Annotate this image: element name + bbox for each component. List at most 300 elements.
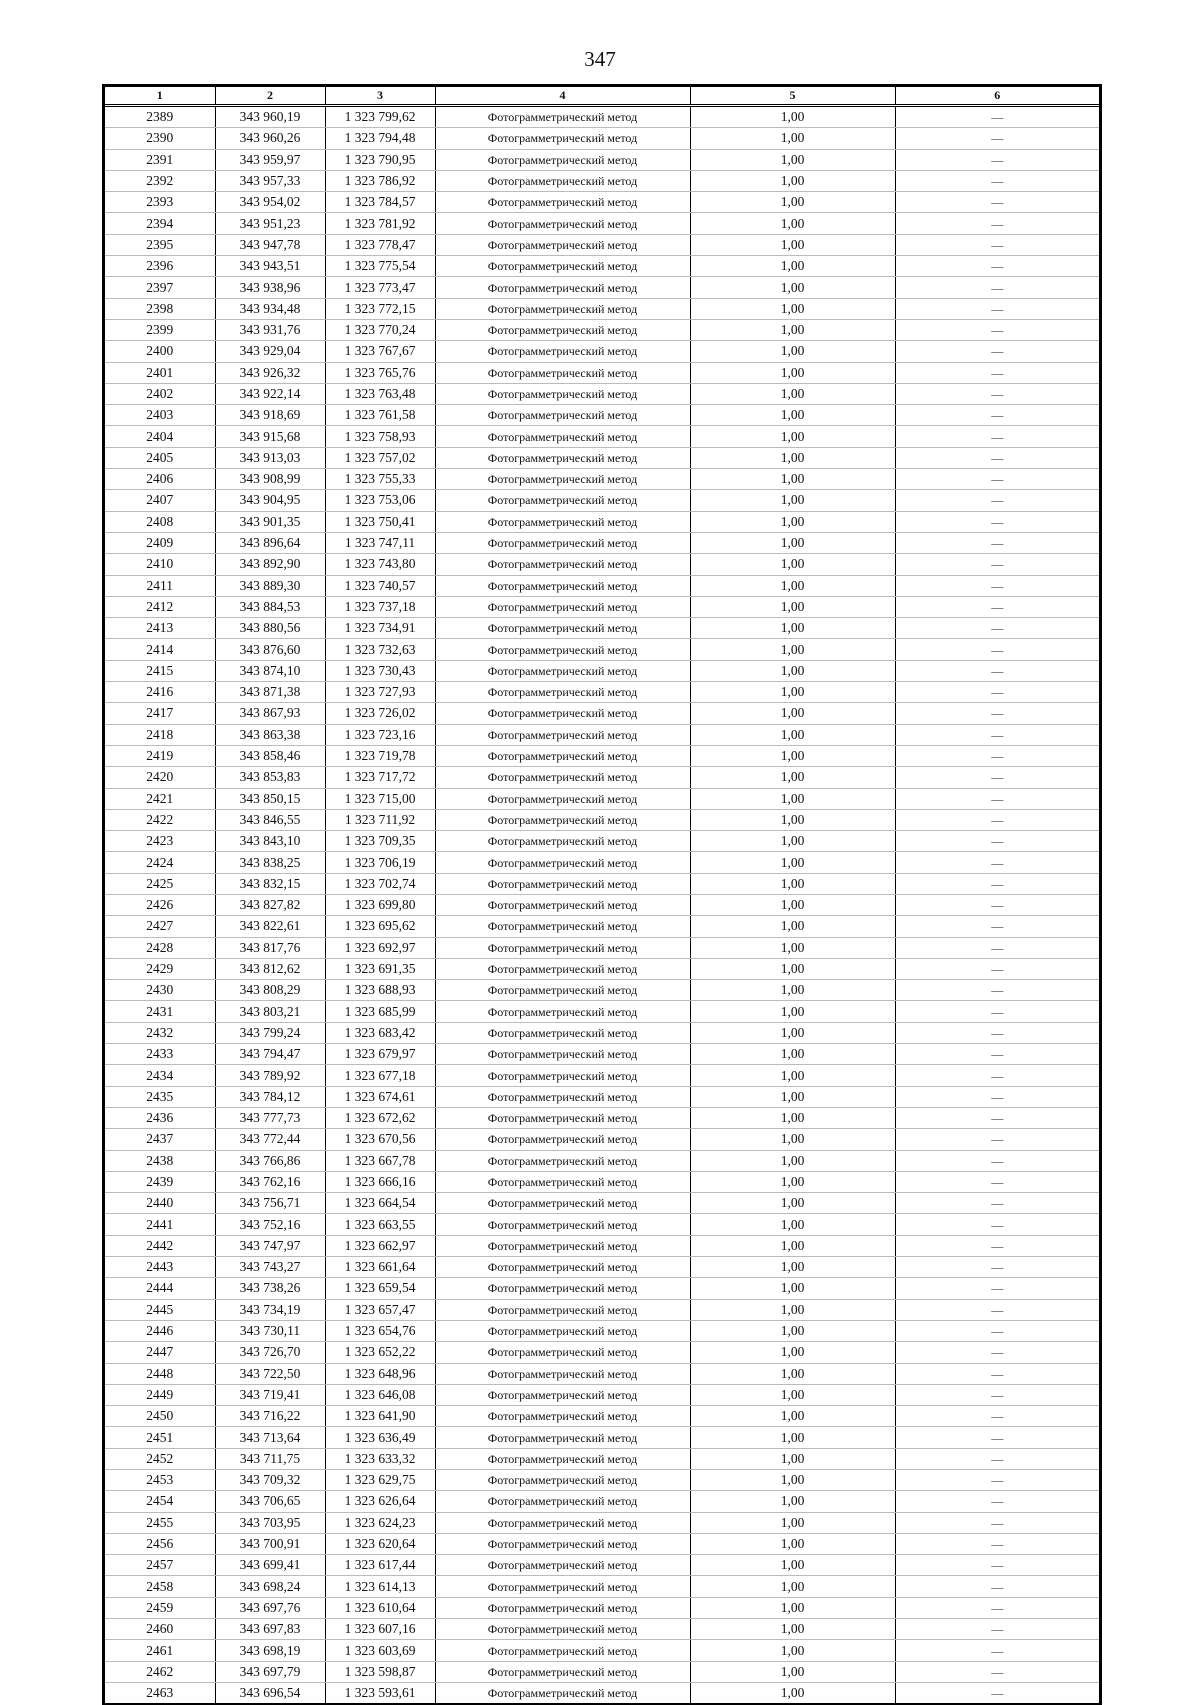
method-cell: Фотограмметрический метод <box>435 1363 690 1384</box>
y-coordinate-cell: 1 323 715,00 <box>325 788 435 809</box>
y-coordinate-cell: 1 323 757,02 <box>325 447 435 468</box>
y-coordinate-cell: 1 323 770,24 <box>325 319 435 340</box>
accuracy-cell: 1,00 <box>690 894 895 915</box>
y-coordinate-cell: 1 323 767,67 <box>325 341 435 362</box>
description-cell: — <box>895 980 1099 1001</box>
accuracy-cell: 1,00 <box>690 1129 895 1150</box>
accuracy-cell: 1,00 <box>690 1107 895 1128</box>
y-coordinate-cell: 1 323 794,48 <box>325 128 435 149</box>
column-header: 6 <box>895 87 1099 106</box>
table-row <box>105 1171 1099 1192</box>
accuracy-cell: 1,00 <box>690 554 895 575</box>
accuracy-cell: 1,00 <box>690 532 895 553</box>
accuracy-cell: 1,00 <box>690 1640 895 1661</box>
x-coordinate-cell: 343 743,27 <box>215 1257 325 1278</box>
point-number-cell: 2431 <box>105 1001 215 1022</box>
x-coordinate-cell: 343 738,26 <box>215 1278 325 1299</box>
description-cell: — <box>895 405 1099 426</box>
table-row <box>105 1470 1099 1491</box>
table-row <box>105 1384 1099 1405</box>
description-cell: — <box>895 618 1099 639</box>
accuracy-cell: 1,00 <box>690 809 895 830</box>
point-number-cell: 2443 <box>105 1257 215 1278</box>
point-number-cell: 2441 <box>105 1214 215 1235</box>
description-cell: — <box>895 1320 1099 1341</box>
x-coordinate-cell: 343 947,78 <box>215 234 325 255</box>
method-cell: Фотограмметрический метод <box>435 1299 690 1320</box>
description-cell: — <box>895 831 1099 852</box>
point-number-cell: 2403 <box>105 405 215 426</box>
y-coordinate-cell: 1 323 737,18 <box>325 596 435 617</box>
y-coordinate-cell: 1 323 717,72 <box>325 767 435 788</box>
method-cell: Фотограмметрический метод <box>435 405 690 426</box>
description-cell: — <box>895 1597 1099 1618</box>
description-cell: — <box>895 809 1099 830</box>
method-cell: Фотограмметрический метод <box>435 277 690 298</box>
y-coordinate-cell: 1 323 648,96 <box>325 1363 435 1384</box>
point-number-cell: 2461 <box>105 1640 215 1661</box>
table-row <box>105 1512 1099 1533</box>
x-coordinate-cell: 343 922,14 <box>215 383 325 404</box>
description-cell: — <box>895 532 1099 553</box>
table-row <box>105 1107 1099 1128</box>
table-row <box>105 1257 1099 1278</box>
x-coordinate-cell: 343 697,83 <box>215 1619 325 1640</box>
description-cell: — <box>895 873 1099 894</box>
method-cell: Фотограмметрический метод <box>435 1129 690 1150</box>
table-row <box>105 426 1099 447</box>
description-cell: — <box>895 1470 1099 1491</box>
point-number-cell: 2433 <box>105 1044 215 1065</box>
point-number-cell: 2458 <box>105 1576 215 1597</box>
point-number-cell: 2415 <box>105 660 215 681</box>
x-coordinate-cell: 343 843,10 <box>215 831 325 852</box>
x-coordinate-cell: 343 803,21 <box>215 1001 325 1022</box>
point-number-cell: 2440 <box>105 1193 215 1214</box>
x-coordinate-cell: 343 889,30 <box>215 575 325 596</box>
x-coordinate-cell: 343 722,50 <box>215 1363 325 1384</box>
accuracy-cell: 1,00 <box>690 767 895 788</box>
method-cell: Фотограмметрический метод <box>435 1022 690 1043</box>
x-coordinate-cell: 343 918,69 <box>215 405 325 426</box>
accuracy-cell: 1,00 <box>690 1576 895 1597</box>
y-coordinate-cell: 1 323 683,42 <box>325 1022 435 1043</box>
description-cell: — <box>895 1342 1099 1363</box>
point-number-cell: 2393 <box>105 192 215 213</box>
method-cell: Фотограмметрический метод <box>435 1107 690 1128</box>
table-row <box>105 873 1099 894</box>
table-row <box>105 234 1099 255</box>
method-cell: Фотограмметрический метод <box>435 916 690 937</box>
point-number-cell: 2419 <box>105 745 215 766</box>
method-cell: Фотограмметрический метод <box>435 192 690 213</box>
table-row <box>105 596 1099 617</box>
x-coordinate-cell: 343 706,65 <box>215 1491 325 1512</box>
table-row <box>105 1278 1099 1299</box>
point-number-cell: 2409 <box>105 532 215 553</box>
description-cell: — <box>895 1427 1099 1448</box>
accuracy-cell: 1,00 <box>690 831 895 852</box>
description-cell: — <box>895 1193 1099 1214</box>
point-number-cell: 2408 <box>105 511 215 532</box>
coordinates-table <box>102 84 1102 1705</box>
point-number-cell: 2460 <box>105 1619 215 1640</box>
method-cell: Фотограмметрический метод <box>435 362 690 383</box>
y-coordinate-cell: 1 323 753,06 <box>325 490 435 511</box>
method-cell: Фотограмметрический метод <box>435 149 690 170</box>
x-coordinate-cell: 343 959,97 <box>215 149 325 170</box>
y-coordinate-cell: 1 323 663,55 <box>325 1214 435 1235</box>
x-coordinate-cell: 343 901,35 <box>215 511 325 532</box>
description-cell: — <box>895 1491 1099 1512</box>
accuracy-cell: 1,00 <box>690 1022 895 1043</box>
method-cell: Фотограмметрический метод <box>435 1342 690 1363</box>
description-cell: — <box>895 554 1099 575</box>
accuracy-cell: 1,00 <box>690 1299 895 1320</box>
y-coordinate-cell: 1 323 732,63 <box>325 639 435 660</box>
table-row <box>105 724 1099 745</box>
description-cell: — <box>895 170 1099 191</box>
accuracy-cell: 1,00 <box>690 213 895 234</box>
accuracy-cell: 1,00 <box>690 405 895 426</box>
y-coordinate-cell: 1 323 695,62 <box>325 916 435 937</box>
accuracy-cell: 1,00 <box>690 256 895 277</box>
method-cell: Фотограмметрический метод <box>435 469 690 490</box>
description-cell: — <box>895 149 1099 170</box>
x-coordinate-cell: 343 747,97 <box>215 1235 325 1256</box>
method-cell: Фотограмметрический метод <box>435 1384 690 1405</box>
method-cell: Фотограмметрический метод <box>435 1597 690 1618</box>
y-coordinate-cell: 1 323 778,47 <box>325 234 435 255</box>
description-cell: — <box>895 469 1099 490</box>
accuracy-cell: 1,00 <box>690 1597 895 1618</box>
x-coordinate-cell: 343 822,61 <box>215 916 325 937</box>
accuracy-cell: 1,00 <box>690 1619 895 1640</box>
description-cell: — <box>895 639 1099 660</box>
table-row <box>105 1555 1099 1576</box>
x-coordinate-cell: 343 772,44 <box>215 1129 325 1150</box>
point-number-cell: 2429 <box>105 958 215 979</box>
method-cell: Фотограмметрический метод <box>435 831 690 852</box>
table-row <box>105 256 1099 277</box>
method-cell: Фотограмметрический метод <box>435 1001 690 1022</box>
table-row <box>105 532 1099 553</box>
x-coordinate-cell: 343 709,32 <box>215 1470 325 1491</box>
method-cell: Фотограмметрический метод <box>435 1640 690 1661</box>
accuracy-cell: 1,00 <box>690 1363 895 1384</box>
method-cell: Фотограмметрический метод <box>435 980 690 1001</box>
point-number-cell: 2446 <box>105 1320 215 1341</box>
method-cell: Фотограмметрический метод <box>435 1235 690 1256</box>
table-row <box>105 383 1099 404</box>
y-coordinate-cell: 1 323 620,64 <box>325 1533 435 1554</box>
description-cell: — <box>895 1619 1099 1640</box>
table-row <box>105 1682 1099 1703</box>
description-cell: — <box>895 1235 1099 1256</box>
method-cell: Фотограмметрический метод <box>435 1661 690 1682</box>
x-coordinate-cell: 343 929,04 <box>215 341 325 362</box>
x-coordinate-cell: 343 817,76 <box>215 937 325 958</box>
y-coordinate-cell: 1 323 662,97 <box>325 1235 435 1256</box>
point-number-cell: 2397 <box>105 277 215 298</box>
column-header: 2 <box>215 87 325 106</box>
page-number: 347 <box>584 47 616 71</box>
description-cell: — <box>895 298 1099 319</box>
y-coordinate-cell: 1 323 670,56 <box>325 1129 435 1150</box>
y-coordinate-cell: 1 323 702,74 <box>325 873 435 894</box>
x-coordinate-cell: 343 846,55 <box>215 809 325 830</box>
table-row <box>105 1619 1099 1640</box>
table-row <box>105 980 1099 1001</box>
y-coordinate-cell: 1 323 692,97 <box>325 937 435 958</box>
description-cell: — <box>895 1299 1099 1320</box>
method-cell: Фотограмметрический метод <box>435 1278 690 1299</box>
point-number-cell: 2462 <box>105 1661 215 1682</box>
table-row <box>105 894 1099 915</box>
accuracy-cell: 1,00 <box>690 1661 895 1682</box>
y-coordinate-cell: 1 323 636,49 <box>325 1427 435 1448</box>
x-coordinate-cell: 343 762,16 <box>215 1171 325 1192</box>
y-coordinate-cell: 1 323 799,62 <box>325 106 435 128</box>
column-header: 3 <box>325 87 435 106</box>
table-row <box>105 1001 1099 1022</box>
description-cell: — <box>895 1086 1099 1107</box>
description-cell: — <box>895 916 1099 937</box>
method-cell: Фотограмметрический метод <box>435 447 690 468</box>
y-coordinate-cell: 1 323 781,92 <box>325 213 435 234</box>
table-row <box>105 319 1099 340</box>
point-number-cell: 2390 <box>105 128 215 149</box>
table-row <box>105 682 1099 703</box>
accuracy-cell: 1,00 <box>690 618 895 639</box>
accuracy-cell: 1,00 <box>690 1512 895 1533</box>
point-number-cell: 2450 <box>105 1406 215 1427</box>
y-coordinate-cell: 1 323 755,33 <box>325 469 435 490</box>
table-row <box>105 1363 1099 1384</box>
description-cell: — <box>895 362 1099 383</box>
y-coordinate-cell: 1 323 646,08 <box>325 1384 435 1405</box>
description-cell: — <box>895 426 1099 447</box>
point-number-cell: 2412 <box>105 596 215 617</box>
accuracy-cell: 1,00 <box>690 1235 895 1256</box>
point-number-cell: 2451 <box>105 1427 215 1448</box>
x-coordinate-cell: 343 874,10 <box>215 660 325 681</box>
y-coordinate-cell: 1 323 734,91 <box>325 618 435 639</box>
table-row <box>105 639 1099 660</box>
accuracy-cell: 1,00 <box>690 1555 895 1576</box>
method-cell: Фотограмметрический метод <box>435 213 690 234</box>
table-row <box>105 1342 1099 1363</box>
x-coordinate-cell: 343 904,95 <box>215 490 325 511</box>
accuracy-cell: 1,00 <box>690 1342 895 1363</box>
description-cell: — <box>895 767 1099 788</box>
point-number-cell: 2401 <box>105 362 215 383</box>
y-coordinate-cell: 1 323 652,22 <box>325 1342 435 1363</box>
y-coordinate-cell: 1 323 730,43 <box>325 660 435 681</box>
method-cell: Фотограмметрический метод <box>435 1512 690 1533</box>
method-cell: Фотограмметрический метод <box>435 745 690 766</box>
accuracy-cell: 1,00 <box>690 596 895 617</box>
y-coordinate-cell: 1 323 761,58 <box>325 405 435 426</box>
description-cell: — <box>895 1044 1099 1065</box>
accuracy-cell: 1,00 <box>690 660 895 681</box>
y-coordinate-cell: 1 323 758,93 <box>325 426 435 447</box>
description-cell: — <box>895 958 1099 979</box>
table-row <box>105 1235 1099 1256</box>
description-cell: — <box>895 383 1099 404</box>
accuracy-cell: 1,00 <box>690 1086 895 1107</box>
accuracy-cell: 1,00 <box>690 469 895 490</box>
x-coordinate-cell: 343 812,62 <box>215 958 325 979</box>
point-number-cell: 2463 <box>105 1682 215 1703</box>
y-coordinate-cell: 1 323 614,13 <box>325 1576 435 1597</box>
method-cell: Фотограмметрический метод <box>435 1470 690 1491</box>
table-row <box>105 298 1099 319</box>
point-number-cell: 2400 <box>105 341 215 362</box>
x-coordinate-cell: 343 867,93 <box>215 703 325 724</box>
column-header: 1 <box>105 87 215 106</box>
x-coordinate-cell: 343 838,25 <box>215 852 325 873</box>
y-coordinate-cell: 1 323 607,16 <box>325 1619 435 1640</box>
table-row <box>105 618 1099 639</box>
accuracy-cell: 1,00 <box>690 192 895 213</box>
description-cell: — <box>895 745 1099 766</box>
table-row <box>105 149 1099 170</box>
method-cell: Фотограмметрический метод <box>435 1320 690 1341</box>
table-row <box>105 1491 1099 1512</box>
y-coordinate-cell: 1 323 773,47 <box>325 277 435 298</box>
y-coordinate-cell: 1 323 610,64 <box>325 1597 435 1618</box>
accuracy-cell: 1,00 <box>690 234 895 255</box>
description-cell: — <box>895 1257 1099 1278</box>
point-number-cell: 2414 <box>105 639 215 660</box>
description-cell: — <box>895 1406 1099 1427</box>
table-row <box>105 1597 1099 1618</box>
x-coordinate-cell: 343 698,19 <box>215 1640 325 1661</box>
description-cell: — <box>895 234 1099 255</box>
y-coordinate-cell: 1 323 709,35 <box>325 831 435 852</box>
y-coordinate-cell: 1 323 685,99 <box>325 1001 435 1022</box>
x-coordinate-cell: 343 766,86 <box>215 1150 325 1171</box>
point-number-cell: 2439 <box>105 1171 215 1192</box>
y-coordinate-cell: 1 323 617,44 <box>325 1555 435 1576</box>
y-coordinate-cell: 1 323 772,15 <box>325 298 435 319</box>
y-coordinate-cell: 1 323 677,18 <box>325 1065 435 1086</box>
point-number-cell: 2434 <box>105 1065 215 1086</box>
x-coordinate-cell: 343 719,41 <box>215 1384 325 1405</box>
y-coordinate-cell: 1 323 598,87 <box>325 1661 435 1682</box>
accuracy-cell: 1,00 <box>690 1065 895 1086</box>
description-cell: — <box>895 894 1099 915</box>
y-coordinate-cell: 1 323 727,93 <box>325 682 435 703</box>
point-number-cell: 2435 <box>105 1086 215 1107</box>
method-cell: Фотограмметрический метод <box>435 128 690 149</box>
y-coordinate-cell: 1 323 784,57 <box>325 192 435 213</box>
description-cell: — <box>895 256 1099 277</box>
x-coordinate-cell: 343 896,64 <box>215 532 325 553</box>
x-coordinate-cell: 343 871,38 <box>215 682 325 703</box>
method-cell: Фотограмметрический метод <box>435 511 690 532</box>
accuracy-cell: 1,00 <box>690 1320 895 1341</box>
point-number-cell: 2445 <box>105 1299 215 1320</box>
method-cell: Фотограмметрический метод <box>435 1406 690 1427</box>
method-cell: Фотограмметрический метод <box>435 1193 690 1214</box>
point-number-cell: 2405 <box>105 447 215 468</box>
point-number-cell: 2428 <box>105 937 215 958</box>
y-coordinate-cell: 1 323 723,16 <box>325 724 435 745</box>
table-row <box>105 1086 1099 1107</box>
method-cell: Фотограмметрический метод <box>435 1533 690 1554</box>
method-cell: Фотограмметрический метод <box>435 767 690 788</box>
y-coordinate-cell: 1 323 691,35 <box>325 958 435 979</box>
y-coordinate-cell: 1 323 629,75 <box>325 1470 435 1491</box>
table-body <box>105 106 1099 1704</box>
description-cell: — <box>895 682 1099 703</box>
x-coordinate-cell: 343 943,51 <box>215 256 325 277</box>
table-row <box>105 362 1099 383</box>
table-row <box>105 1299 1099 1320</box>
table-row <box>105 213 1099 234</box>
table-row <box>105 1193 1099 1214</box>
method-cell: Фотограмметрический метод <box>435 958 690 979</box>
point-number-cell: 2424 <box>105 852 215 873</box>
method-cell: Фотограмметрический метод <box>435 1171 690 1192</box>
table-row <box>105 277 1099 298</box>
method-cell: Фотограмметрический метод <box>435 788 690 809</box>
table-row <box>105 1044 1099 1065</box>
description-cell: — <box>895 1065 1099 1086</box>
column-header: 4 <box>435 87 690 106</box>
y-coordinate-cell: 1 323 775,54 <box>325 256 435 277</box>
accuracy-cell: 1,00 <box>690 1406 895 1427</box>
x-coordinate-cell: 343 808,29 <box>215 980 325 1001</box>
accuracy-cell: 1,00 <box>690 298 895 319</box>
x-coordinate-cell: 343 794,47 <box>215 1044 325 1065</box>
point-number-cell: 2427 <box>105 916 215 937</box>
point-number-cell: 2430 <box>105 980 215 1001</box>
point-number-cell: 2447 <box>105 1342 215 1363</box>
table-row <box>105 788 1099 809</box>
point-number-cell: 2411 <box>105 575 215 596</box>
accuracy-cell: 1,00 <box>690 149 895 170</box>
point-number-cell: 2432 <box>105 1022 215 1043</box>
point-number-cell: 2399 <box>105 319 215 340</box>
description-cell: — <box>895 1171 1099 1192</box>
accuracy-cell: 1,00 <box>690 1150 895 1171</box>
point-number-cell: 2452 <box>105 1448 215 1469</box>
point-number-cell: 2391 <box>105 149 215 170</box>
point-number-cell: 2392 <box>105 170 215 191</box>
y-coordinate-cell: 1 323 593,61 <box>325 1682 435 1703</box>
x-coordinate-cell: 343 716,22 <box>215 1406 325 1427</box>
method-cell: Фотограмметрический метод <box>435 724 690 745</box>
description-cell: — <box>895 1107 1099 1128</box>
table-row <box>105 341 1099 362</box>
table-row <box>105 1214 1099 1235</box>
method-cell: Фотограмметрический метод <box>435 1427 690 1448</box>
y-coordinate-cell: 1 323 790,95 <box>325 149 435 170</box>
method-cell: Фотограмметрический метод <box>435 1214 690 1235</box>
method-cell: Фотограмметрический метод <box>435 1682 690 1703</box>
table-row <box>105 916 1099 937</box>
table-row <box>105 170 1099 191</box>
description-cell: — <box>895 1555 1099 1576</box>
point-number-cell: 2421 <box>105 788 215 809</box>
accuracy-cell: 1,00 <box>690 724 895 745</box>
table-row <box>105 1448 1099 1469</box>
description-cell: — <box>895 596 1099 617</box>
point-number-cell: 2402 <box>105 383 215 404</box>
